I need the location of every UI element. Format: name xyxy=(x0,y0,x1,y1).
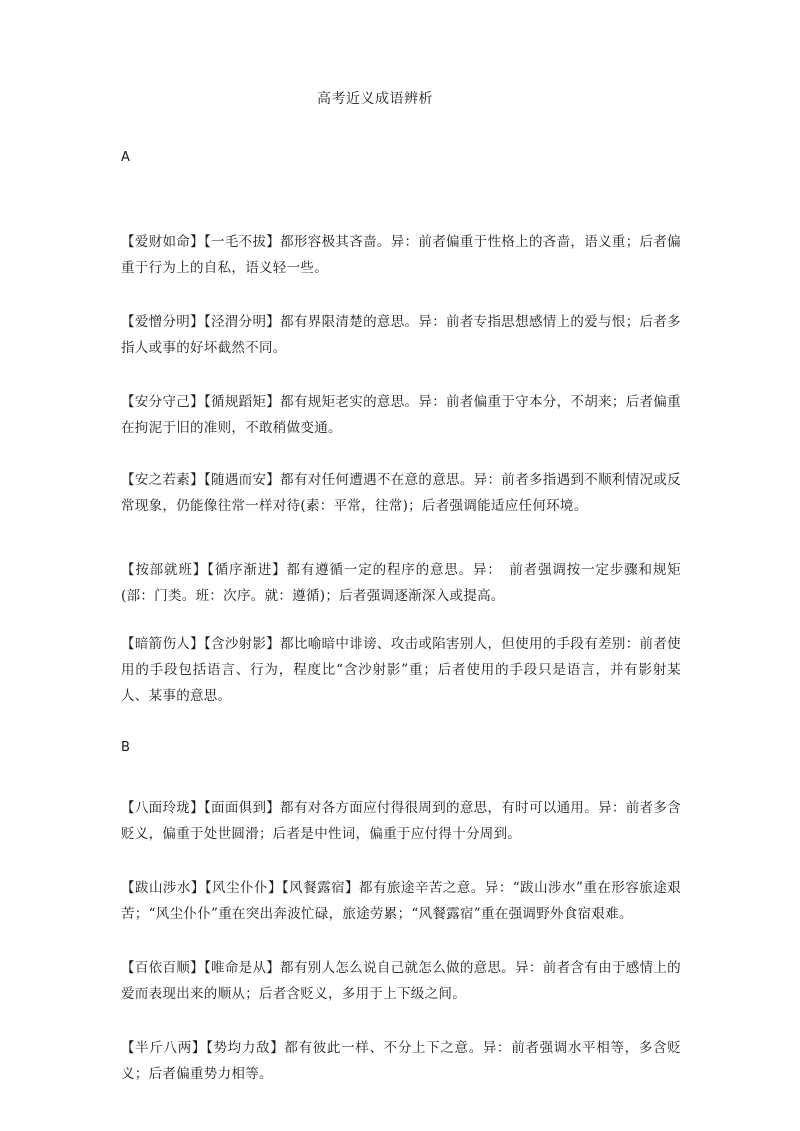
entry-b-4: 【半斤八两】【势均力敌】都有彼此一样、不分上下之意。异：前者强调水平相等，多含贬义；后者偏重势力相等。 xyxy=(121,1040,681,1082)
entry-a-1: 【爱财如命】【一毛不拔】都形容极其吝啬。异：前者偏重于性格上的吝啬，语义重；后者偏重于行为上的自私，语义轻一些。 xyxy=(121,234,681,276)
entry-b-3: 【百依百顺】【唯命是从】都有别人怎么说自己就怎么做的意思。异：前者含有由于感情上的爱而表现出来的顺从；后者含贬义，多用于上下级之间。 xyxy=(121,960,681,1002)
section-label-b: B xyxy=(121,740,130,755)
entry-a-5: 【按部就班】【循序渐进】都有遵循一定的程序的意思。异： 前者强调按一定步骤和规矩(部：门类。班：次序。就：遵循)；后者强调逐渐深入或提高。 xyxy=(121,562,681,604)
section-label-a: A xyxy=(121,150,130,165)
document-title: 高考近义成语辨析 xyxy=(317,91,433,107)
entry-a-6: 【暗箭伤人】【含沙射影】都比喻暗中诽谤、攻击或陷害别人，但使用的手段有差别：前者使用的手段包括语言、行为，程度比“含沙射影”重；后者使用的手段只是语言，并有影射某人、某事的意思。 xyxy=(121,636,681,704)
entry-b-1: 【八面玲珑】【面面俱到】都有对各方面应付得很周到的意思，有时可以通用。异：前者多含贬义，偏重于处世圆滑；后者是中性词，偏重于应付得十分周到。 xyxy=(121,800,681,842)
entry-a-4: 【安之若素】【随遇而安】都有对任何遭遇不在意的意思。异：前者多指遇到不顺利情况或反常现象，仍能像往常一样对待(素：平常，往常)；后者强调能适应任何环境。 xyxy=(121,472,681,514)
entry-a-3: 【安分守己】【循规蹈矩】都有规矩老实的意思。异：前者偏重于守本分，不胡来；后者偏重在拘泥于旧的准则，不敢稍做变通。 xyxy=(121,394,681,436)
entry-b-2: 【跋山涉水】【风尘仆仆】【风餐露宿】都有旅途辛苦之意。异：“跋山涉水”重在形容旅途艰苦；“风尘仆仆”重在突出奔波忙碌，旅途劳累；“风餐露宿”重在强调野外食宿艰难。 xyxy=(121,880,681,922)
entry-a-2: 【爱憎分明】【泾渭分明】都有界限清楚的意思。异：前者专指思想感情上的爱与恨；后者多指人或事的好坏截然不同。 xyxy=(121,314,681,356)
